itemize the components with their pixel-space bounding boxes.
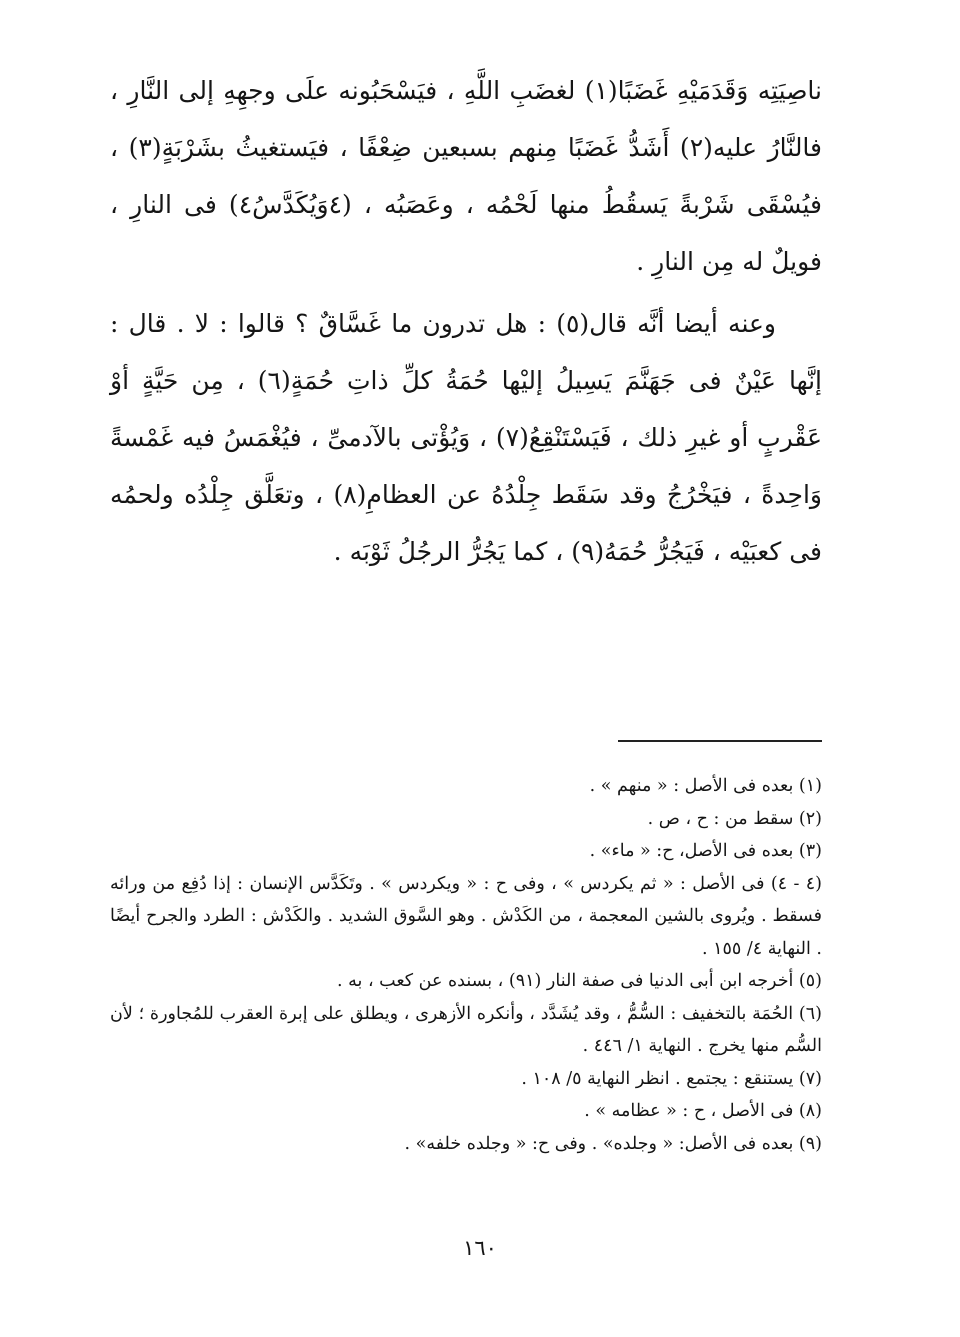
footnote: (١) بعده فى الأصل : « منهم » . [589,776,822,796]
page-number: ١٦٠ [463,1236,497,1260]
footnote: (٥) أخرجه ابن أبى الدنيا فى صفة النار (٩١) ، بسنده عن كعب ، به . [337,971,822,991]
footnote: (٦) الحُمَة بالتخفيف : السُّمُّ ، وقد يُشَدَّد ، وأنكره الأزهرى ، ويطلق على إبرة العقرب للمُجاورة ؛ لأن السُّم منها يخرج . النهاية ١/ ٤٤٦ . [110,1003,822,1056]
footnote: (٣) بعده فى الأصل، ح: « ماء» . [589,841,822,861]
footnote: (٢) سقط من : ح ، ص . [647,808,822,829]
main-paragraph: ناصِيَتِه وَقَدَمَيْهِ غَضَبًا(١) لغضَبِ اللَّهِ ، فيَسْحَبُونه علَى وجهِهِ إلى النَّارِ ، فالنَّارُ عليه(٢) أَشَدُّ غَضَبًا مِنهم بسبعين ضِعْفًا ، فيَستغيثُ بشَرْبَةٍ(٣) ، فيُسْقَى شَرْبةً يَسقُطُ منها لَحْمُه ، وعَصَبُه ، (٤وَيُكَدَّسُ٤) فى النارِ ، فويلٌ له مِن النارِ . [110,76,823,276]
footnote: (٩) بعده فى الأصل: « وجلده» . وفى ح: « وجلده خلفه» . [404,1133,822,1154]
footnote-separator-line [618,740,822,742]
main-paragraph: وعنه أيضا أنَّه قال(٥) : هل تدرون ما غَسَّاقٌ ؟ قالوا : لا . قال : إنَّها عَيْنٌ فى جَهَنَّمَ يَسِيلُ إليْها حُمَةُ كلِّ ذاتِ حُمَةٍ(٦) ، مِن حَيَّةٍ أوْ عَقْربٍ أو غيرِ ذلك ، فَيَسْتَنْقِعُ(٧) ، وَيُؤْتى بالآدمىِّ ، فيُغْمَسُ فيه غَمْسةً وَاحِدةً ، فيَخْرُجُ وقد سَقَط جِلْدُهُ عن العظامِ(٨) ، وتعَلَّق جِلْدُه ولحمُه فى كعبَيْه ، فَيَجُرُّ حُمَهُ(٩) ، كما يَجُرُّ الرجُلُ ثَوْبَه . [110,309,822,566]
footnote: (٨) فى الأصل ، ح : « عظامه » . [584,1101,822,1121]
main-text-body [110,62,822,580]
footnote: (٤ - ٤) فى الأصل : « ثم يكردس » ، وفى ح : « ويكردس » . وتَكَدَّس الإنسان : إذا دُفِع من ورائه فسقط . ويُروى بالشين المعجمة ، من الكَدْش . وهو السَّوق الشديد . والكَدْش : الطرد والجرح أيضًا . النهاية ٤/ ١٥٥ . [110,873,822,959]
footnote: (٧) يستنقع : يجتمع . انظر النهاية ٥/ ١٠٨ . [521,1068,822,1089]
footnotes-section [110,770,822,1160]
